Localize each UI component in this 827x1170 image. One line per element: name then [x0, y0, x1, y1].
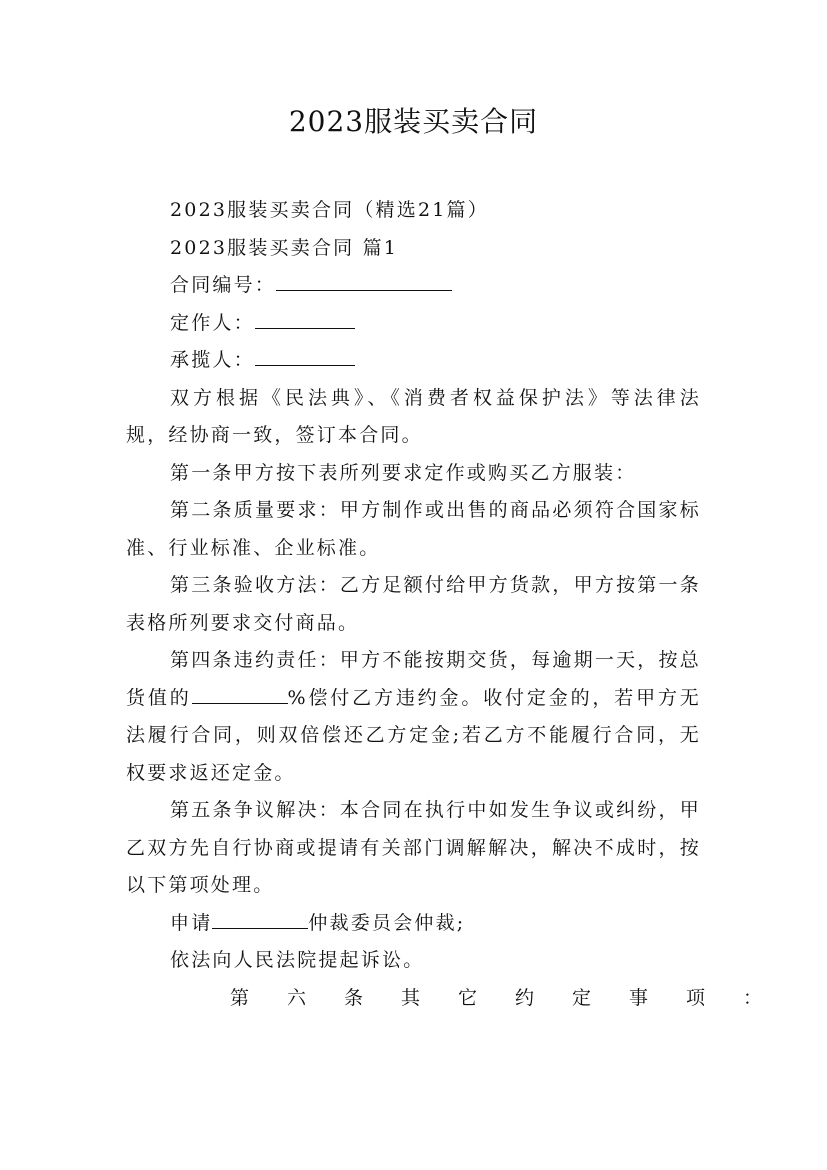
party-b-blank [255, 343, 355, 366]
penalty-rate-blank [192, 681, 288, 704]
document-title: 2023服装买卖合同 [288, 105, 539, 138]
article-6: 第六条其它约定事项： [230, 986, 801, 1009]
article-5: 第五条争议解决：本合同在执行中如发生争议或纠纷，甲乙双方先自行协商或提请有关部门调解解决，解决不成时，按以下第项处理。 [126, 799, 701, 896]
party-b-row [126, 342, 701, 380]
party-a-blank [255, 306, 355, 329]
arbitration-blank [212, 906, 308, 929]
option-1 [126, 905, 701, 943]
intro-paragraph: 双方根据《民法典》、《消费者权益保护法》等法律法规，经协商一致，签订本合同。 [126, 386, 701, 446]
article-4-part-a: 第四条违约责任：甲方不能按期交货，每逾期一天，按总货值的 [126, 649, 701, 709]
article-4-part-b: %偿付乙方违约金。收付定金的，若甲方无法履行合同，则双倍偿还乙方定金;若乙方不能履行合同，无权要求返还定金。 [126, 686, 701, 784]
party-a-label: 定作人： [170, 311, 255, 334]
article-2: 第二条质量要求：甲方制作或出售的商品必须符合国家标准、行业标准、企业标准。 [126, 499, 701, 559]
party-a-row [126, 305, 701, 343]
option-1-part-b: 仲裁委员会仲裁; [308, 911, 466, 934]
article-1: 第一条甲方按下表所列要求定作或购买乙方服装： [170, 461, 637, 484]
article-3: 第三条验收方法：乙方足额付给甲方货款，甲方按第一条表格所列要求交付商品。 [126, 574, 701, 634]
subtitle: 2023服装买卖合同（精选21篇） [170, 199, 489, 221]
article-4 [126, 642, 701, 792]
contract-number-blank [276, 268, 452, 291]
option-2: 依法向人民法院提起诉讼。 [170, 949, 425, 971]
document-body [126, 192, 801, 1017]
contract-number-row [126, 267, 701, 305]
party-b-label: 承揽人： [170, 349, 255, 371]
contract-number-label: 合同编号： [170, 274, 277, 296]
section-heading: 2023服装买卖合同 篇1 [170, 236, 399, 259]
option-1-part-a: 申请 [170, 911, 213, 934]
